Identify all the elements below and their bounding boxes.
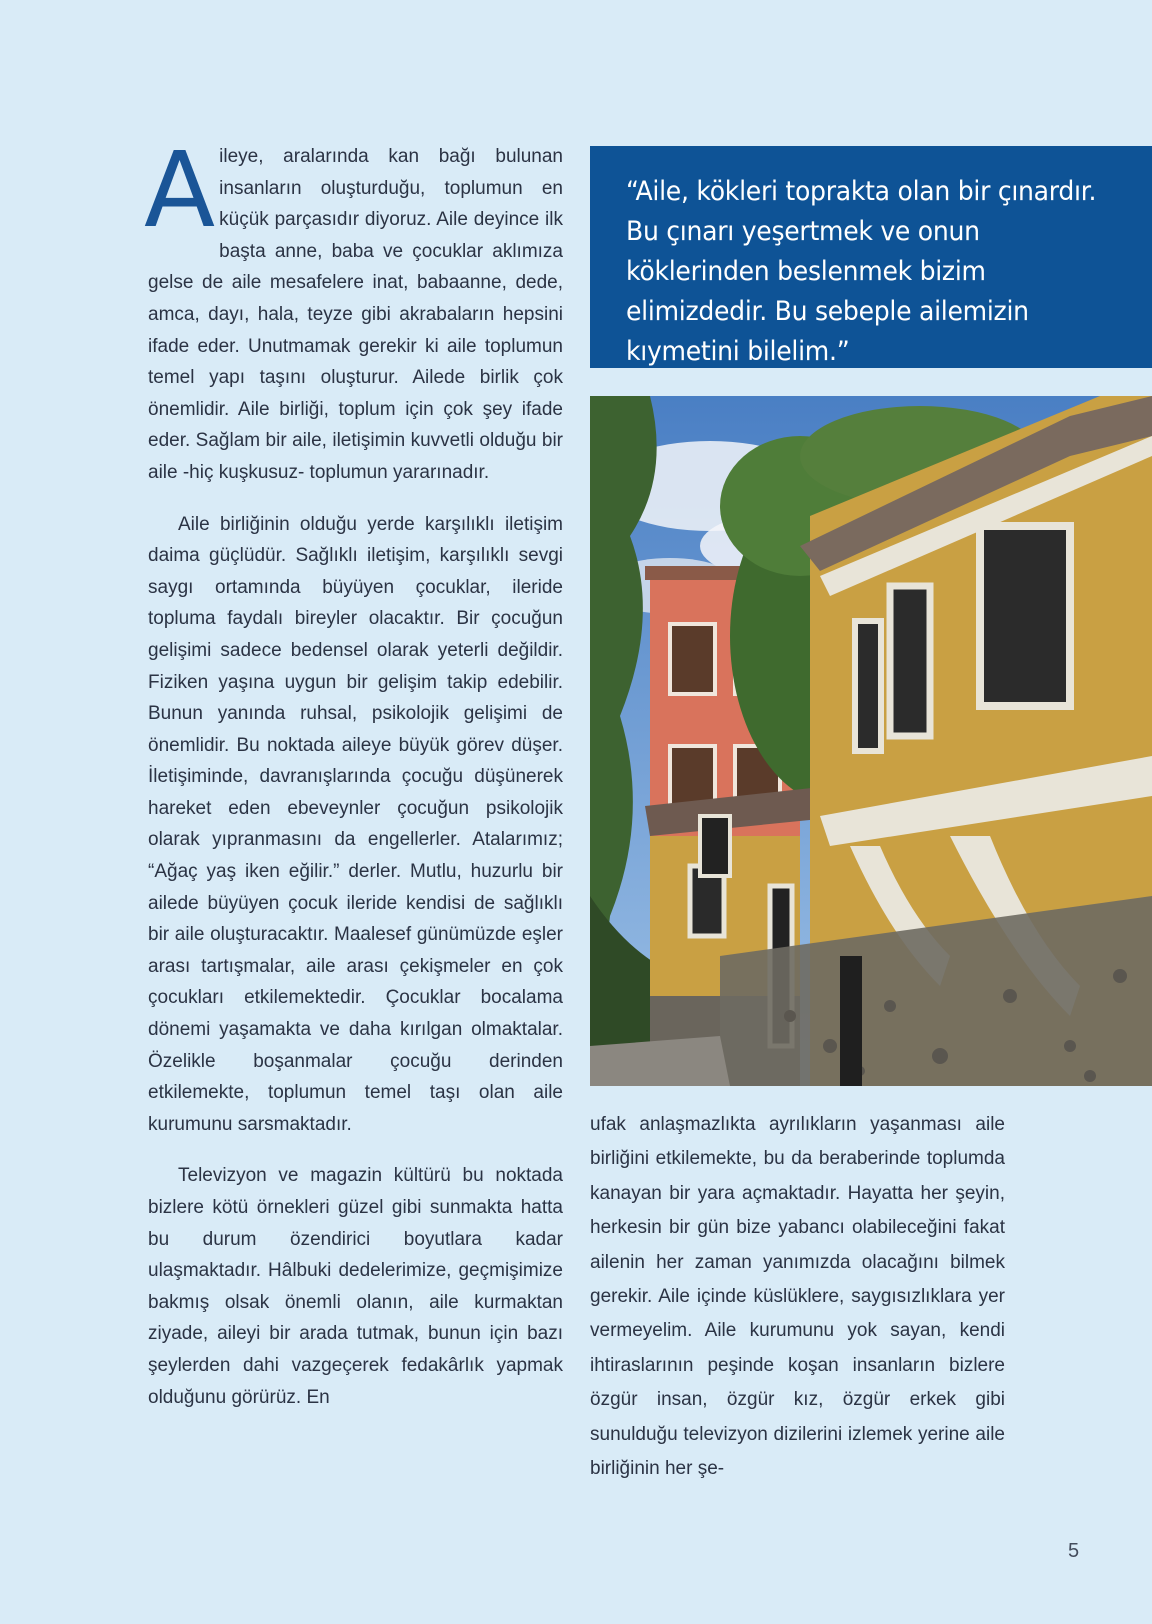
paragraph-1-text: ileye, aralarında kan bağı bulunan insanların oluşturduğu, toplumun en küçük parçasıdır diyoruz. Aile deyince ilk başta anne, baba ve çocuklar aklımıza gelse de aile mesafelere inat, babaanne, dede, amca, dayı, hala, teyze gibi akrabaların hepsini ifade eder. Unutmamak gerekir ki aile toplumun temel yapı taşını oluşturur. Ailede birlik çok önemlidir. Aile birliği, toplum için çok şey ifade eder. Sağlam bir aile, iletişimin kuvvetli olduğu bir aile -hiç kuşkusuz- toplumun yararınadır. [148,146,563,483]
upper-window-2 [890,586,930,736]
pull-quote-box [590,146,1152,368]
paragraph-3: Televizyon ve magazin kültürü bu noktada bizlere kötü örnekleri güzel gibi sunmakta hatta bu durum özendirici boyutlara kadar ulaşmaktadır. Hâlbuki dedelerimize, geçmişimize bakmış olsak önemli olanın, aile kurmaktan ziyade, aileyi bir arada tutmak, bunun için bazı şeylerden dahi vazgeçerek fedakârlık yapmak olduğunu görürüz. En [148,1165,563,1408]
paragraph-1 [144,129,563,489]
old-house-photo [590,396,1152,1086]
doorway [840,956,862,1086]
house-illustration [590,396,1152,1086]
article-left-column [144,129,563,1413]
red-house-window-1 [670,624,715,694]
lower-window-2 [700,816,730,876]
paragraph-2: Aile birliğinin olduğu yerde karşılıklı iletişim daima güçlüdür. Sağlıklı iletişim, karşılıklı sevgi saygı ortamında büyüyen çocuklar, ileride topluma faydalı bireyler olacaktır. Bir çocuğun gelişimi sadece bedensel olarak yeterli değildir. Fiziken yaşına uygun bir gelişim takip edebilir. Bunun yanında ruhsal, psikolojik gelişimi de önemlidir. Bu noktada aileye büyük görev düşer. İletişiminde, davranışlarında çocuğu düşünerek hareket eden ebeveynler çocuğun psikolojik olarak yıpranmasını da engellerler. Atalarımız; “Ağaç yaş iken eğilir.” derler. Mutlu, huzurlu bir ailede büyüyen çocuk ileride kendisi de sağlıklı bir aile oluşturacaktır. Maalesef günümüzde eşler arası tartışmalar, aile arası çekişmeler en çok çocukları etkilemektedir. Çocuklar bocalama dönemi yaşamakta ve daha kırılgan olmaktalar. Özelikle boşanmalar çocuğu derinden etkilemekte, toplumun temel taşı olan aile kurumunu sarsmaktadır. [148,513,563,1135]
drop-cap: A [144,129,216,251]
upper-window-3 [855,621,881,751]
paragraph-4: ufak anlaşmazlıkta ayrılıkların yaşanması aile birliğini etkilemekte, bu da beraberinde toplumda kanayan bir yara açmaktadır. Hayatta her şeyin, herkesin bir gün bize yabancı olabileceğini fakat ailenin her zaman yanımızda olacağını bilmek gerekir. Aile içinde küslüklere, saygısızlıklara yer vermeyelim. Aile kurumunu yok sayan, kendi ihtiraslarının peşinde koşan insanların bizlere özgür insan, özgür kız, özgür erkek gibi sunulduğu televizyon dizilerini izlemek yerine aile birliğinin her şe- [590,1114,1005,1480]
red-house-window-3 [670,746,715,806]
pull-quote-text: “Aile, kökleri toprakta olan bir çınardır. Bu çınarı yeşertmek ve onun köklerinden beslenmek bizim elimizdedir. Bu sebeple ailemizin kıymetini bilelim.” [626,176,1097,367]
page-number: 5 [1068,1540,1080,1562]
upper-window-1 [980,526,1070,706]
